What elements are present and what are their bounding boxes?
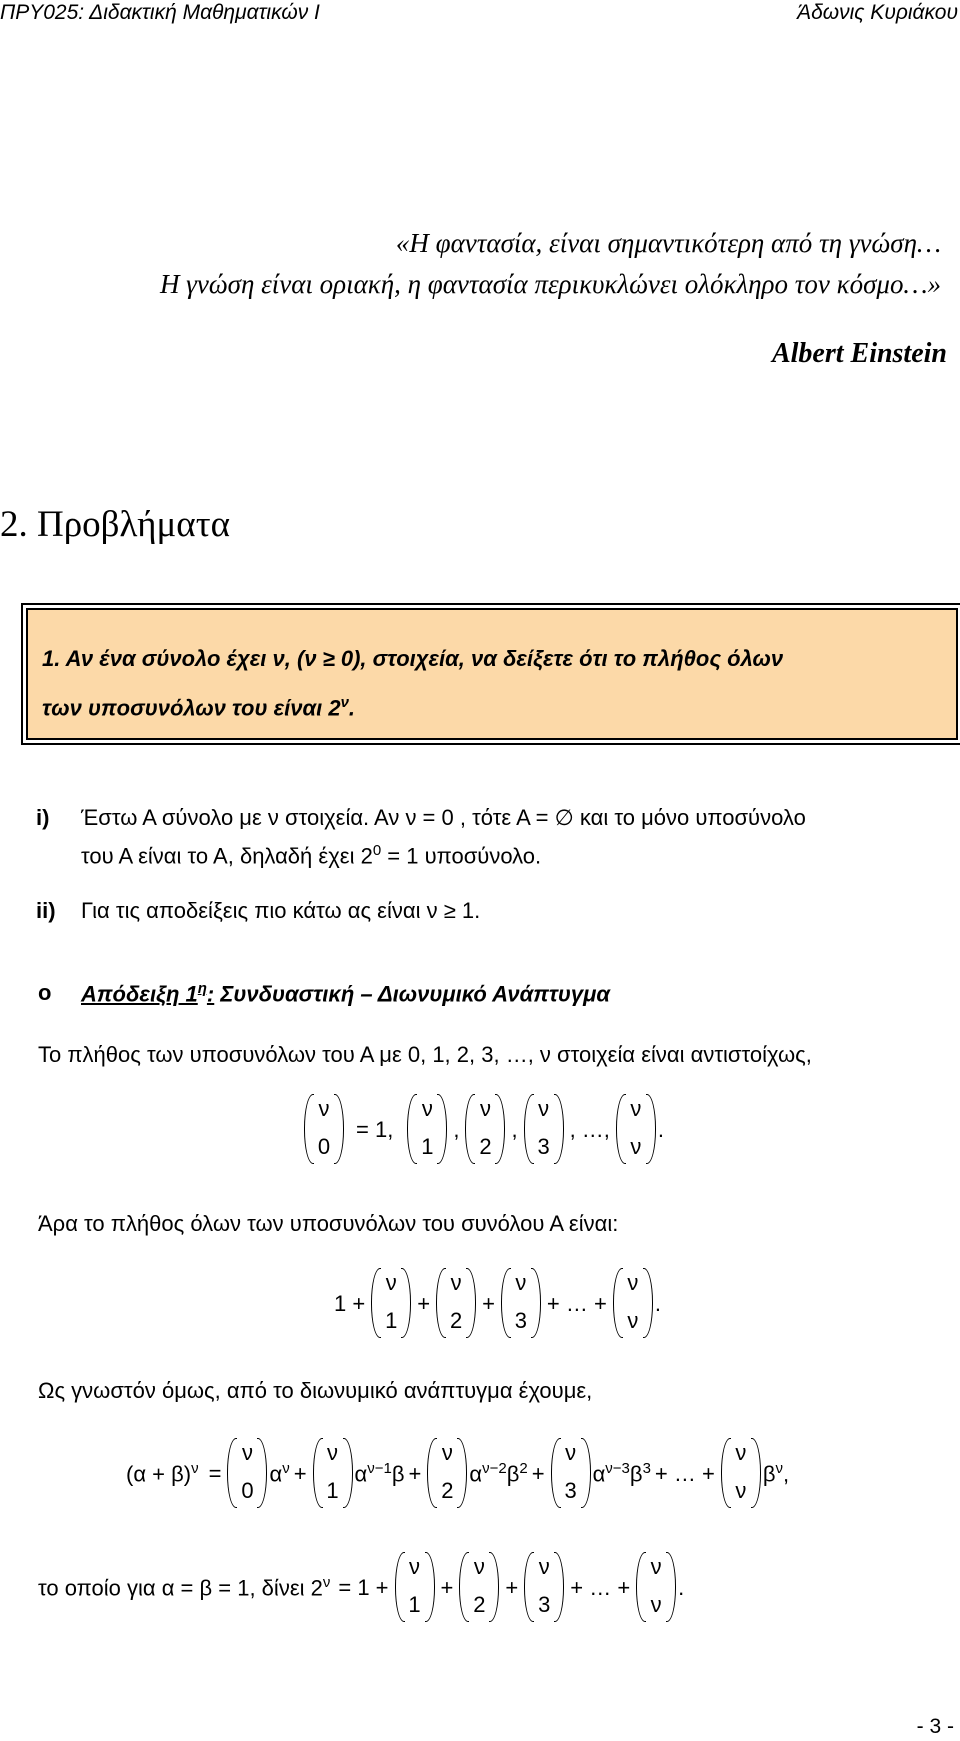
problem-line1-a: 1. Αν ένα σύνολο έχει ν,	[42, 646, 291, 671]
paragraph-3: Ως γνωστόν όμως, από το διωνυμικό ανάπτυγμα έχουμε,	[38, 1378, 593, 1403]
item-i-line2-b: = 1 υποσύνολο.	[381, 843, 542, 869]
binom-sum-2: ν 2	[436, 1268, 476, 1340]
proof-title-colon: :	[206, 981, 215, 1007]
problem-line1-b: , στοιχεία, να δείξετε ότι το πλήθος όλων	[360, 646, 784, 671]
eq3-term-3: $\alpha^{\nu-3}\beta^3$	[592, 1460, 651, 1487]
eq2-plus-2: +	[482, 1291, 495, 1316]
eq1-comma-1: ,	[453, 1117, 460, 1142]
eq2-period: .	[654, 1291, 661, 1316]
equation-binomial-list	[302, 1094, 664, 1166]
eq3-plus-3: +	[531, 1461, 545, 1486]
eq1-period: .	[657, 1117, 665, 1142]
binom-nu-0: ν 0	[304, 1094, 344, 1166]
item-i-line2-a: του Α είναι το Α, δηλαδή έχει 2	[81, 843, 373, 869]
eq3-term-1: $\alpha^{\nu-1}\beta$	[354, 1460, 405, 1487]
problem-condition: (ν ≥ 0)	[296, 646, 361, 671]
eq1-equals-one: = 1,	[356, 1117, 394, 1142]
eq2-plus-1: +	[417, 1291, 431, 1316]
item-i-exponent: 0	[372, 842, 382, 859]
proof-bullet: o	[38, 980, 52, 1005]
section-title: 2. Προβλήματα	[0, 504, 230, 545]
proof-title	[81, 980, 610, 1007]
equation-final	[38, 1552, 684, 1624]
binom-nu-1: ν 1	[407, 1094, 447, 1166]
item-i-line1: Έστω Α σύνολο με ν στοιχεία. Αν ν = 0 , τότε Α = ∅ και το μόνο υποσύνολο	[81, 805, 806, 830]
binom-exp-0: ν 0	[227, 1438, 267, 1510]
equation-binomial-expansion	[126, 1438, 789, 1510]
binom-final-1: ν 1	[395, 1552, 435, 1624]
proof-title-b: Συνδυαστική – Διωνυμικό Ανάπτυγμα	[214, 981, 611, 1007]
header-course: ΠΡΥ025: Διδακτική Μαθηματικών Ι	[0, 1, 320, 24]
eq2-plus-dots: + … +	[546, 1291, 607, 1316]
binom-exp-1: ν 1	[313, 1438, 353, 1510]
item-i-line2	[81, 842, 541, 869]
eq4-rhs: = 1 +	[338, 1575, 389, 1600]
item-ii-text: Για τις αποδείξεις πιο κάτω ας είναι ν ≥ 1.	[81, 898, 481, 923]
problem-line2-b: .	[348, 695, 356, 721]
problem-exponent: ν	[340, 694, 349, 711]
header-author: Άδωνις Κυριάκου	[797, 1, 958, 24]
eq3-equals: =	[208, 1461, 222, 1486]
item-i-label: i)	[36, 805, 50, 830]
paragraph-2: Άρα το πλήθος όλων των υποσυνόλων του συνόλου Α είναι:	[38, 1211, 619, 1236]
paragraph-1: Το πλήθος των υποσυνόλων του Α με 0, 1, 2, 3, …, ν στοιχεία είναι αντιστοίχως,	[38, 1042, 812, 1067]
binom-nu-nu: ν ν	[616, 1094, 656, 1166]
binom-exp-nu: ν ν	[721, 1438, 761, 1510]
binom-exp-3: ν 3	[551, 1438, 591, 1510]
eq3-plus-dots: + … +	[654, 1461, 715, 1486]
binom-sum-1: ν 1	[371, 1268, 411, 1340]
eq3-plus-1: +	[293, 1461, 307, 1486]
binom-sum-nu: ν ν	[613, 1268, 653, 1340]
item-ii-label: ii)	[36, 898, 56, 923]
eq2-one-plus: 1 +	[334, 1291, 366, 1316]
page-number: - 3 -	[916, 1715, 954, 1738]
binom-final-3: ν 3	[524, 1552, 564, 1624]
equation-binomial-sum	[330, 1268, 661, 1340]
binom-final-nu: ν ν	[636, 1552, 676, 1624]
eq4-plus-1: +	[440, 1575, 454, 1600]
eq3-term-nu: $\beta^\nu$,	[762, 1460, 790, 1487]
quote-author: Albert Einstein	[771, 338, 947, 369]
proof-title-sup: η	[197, 980, 207, 997]
problem-line2-a: των υποσυνόλων του είναι 2	[42, 695, 341, 721]
eq3-lhs: $(\alpha + \beta)^\nu$	[126, 1460, 199, 1487]
binom-nu-3: ν 3	[524, 1094, 564, 1166]
eq1-dots: , …,	[569, 1117, 610, 1142]
binom-final-2: ν 2	[459, 1552, 499, 1624]
eq1-comma-2: ,	[511, 1117, 518, 1142]
binom-nu-2: ν 2	[465, 1094, 505, 1166]
eq4-plus-dots: + … +	[570, 1575, 631, 1600]
quote-line-2: Η γνώση είναι οριακή, η φαντασία περικυκλώνει ολόκληρο τον κόσμο…»	[159, 269, 941, 299]
eq3-term-2: $\alpha^{\nu-2}\beta^2$	[469, 1460, 528, 1487]
eq4-period: .	[678, 1575, 685, 1600]
proof-title-a: Απόδειξη 1	[81, 981, 198, 1007]
quote-line-1: «Η φαντασία, είναι σημαντικότερη από τη γνώση…	[395, 228, 941, 258]
eq4-lead: το οποίο για α = β = 1, δίνει $2^\nu$	[38, 1574, 331, 1601]
problem-statement	[42, 637, 947, 730]
eq4-plus-2: +	[505, 1575, 519, 1600]
binom-exp-2: ν 2	[427, 1438, 467, 1510]
eq3-term-0: $\alpha^\nu$	[269, 1460, 290, 1487]
binom-sum-3: ν 3	[501, 1268, 541, 1340]
eq3-plus-2: +	[408, 1461, 422, 1486]
